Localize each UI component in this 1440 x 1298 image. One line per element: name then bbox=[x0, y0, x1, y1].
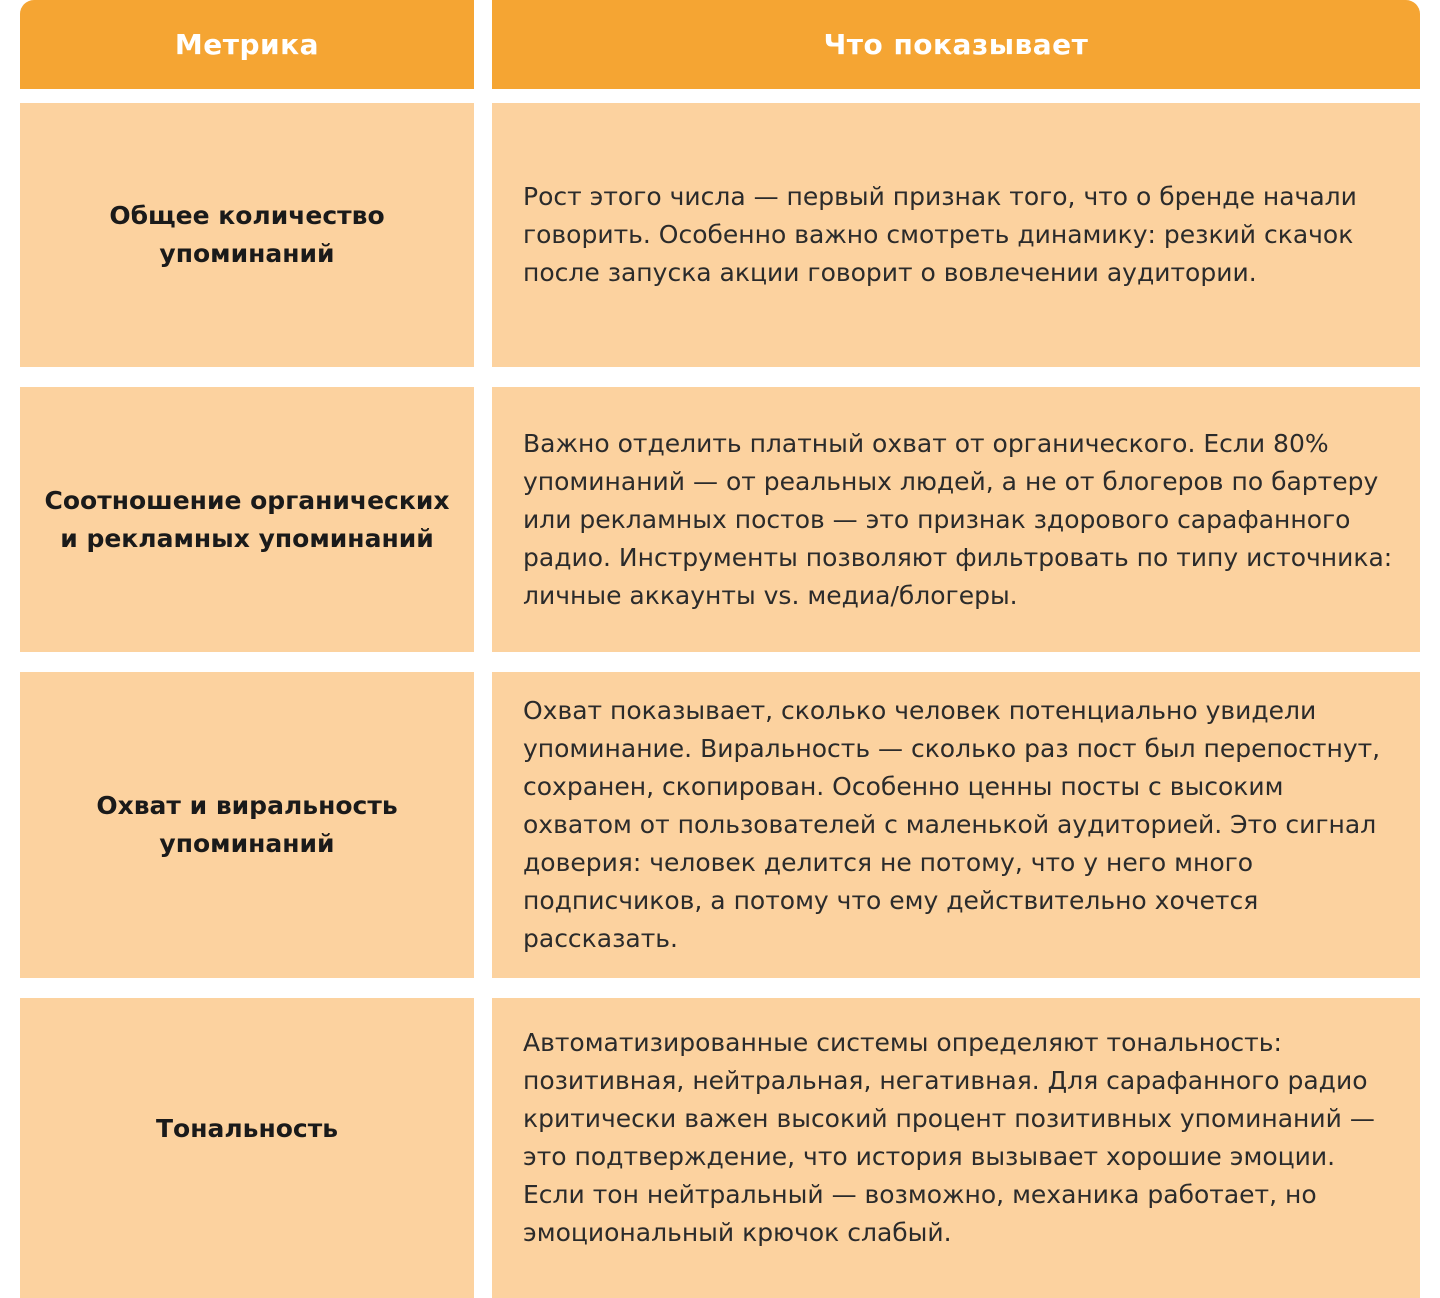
metric-cell bbox=[20, 998, 474, 1298]
metric-label: Тональность bbox=[155, 1114, 339, 1143]
table-row bbox=[20, 998, 1420, 1298]
table-row bbox=[20, 103, 1420, 367]
description-cell bbox=[492, 387, 1420, 652]
table-row bbox=[20, 387, 1420, 652]
metric-label: Общее количество упоминаний bbox=[109, 201, 385, 268]
description-cell bbox=[492, 998, 1420, 1298]
description-cell bbox=[492, 103, 1420, 367]
metric-label: Охват и виральность упоминаний bbox=[96, 791, 398, 858]
description-text: Охват показывает, сколько человек потенциально увидели упоминание. Виральность — сколько раз пост был перепостнут, сохранен, скопирован. Особенно ценны посты с высоким охватом от пользователей с маленькой аудиторией. Это сигнал доверия: человек делится не потому, что у него много подписчиков, а потому что ему действительно хочется рассказать. bbox=[523, 696, 1381, 953]
description-text: Рост этого числа — первый признак того, что о бренде начали говорить. Особенно важно смотреть динамику: резкий скачок после запуска акции говорит о вовлечении аудитории. bbox=[523, 182, 1357, 287]
metric-cell bbox=[20, 387, 474, 652]
description-text: Автоматизированные системы определяют тональность: позитивная, нейтральная, негативная. Для сарафанного радио критически важен высокий процент позитивных упоминаний — это подтверждение, что история вызывает хорошие эмоции. Если тон нейтральный — возможно, механика работает, но эмоциональный крючок слабый. bbox=[523, 1028, 1375, 1247]
table-header bbox=[20, 0, 1420, 89]
description-text: Важно отделить платный охват от органического. Если 80% упоминаний — от реальных людей, а не от блогеров по бартеру или рекламных постов — это признак здорового сарафанного радио. Инструменты позволяют фильтровать по типу источника: личные аккаунты vs. медиа/блогеры. bbox=[523, 428, 1393, 610]
table-row bbox=[20, 672, 1420, 978]
description-cell bbox=[492, 672, 1420, 978]
metric-cell bbox=[20, 103, 474, 367]
metrics-table bbox=[20, 0, 1420, 1298]
header-metric: Метрика bbox=[20, 0, 474, 89]
header-description: Что показывает bbox=[492, 0, 1420, 89]
metric-label: Соотношение органических и рекламных упоминаний bbox=[44, 485, 450, 553]
metric-cell bbox=[20, 672, 474, 978]
